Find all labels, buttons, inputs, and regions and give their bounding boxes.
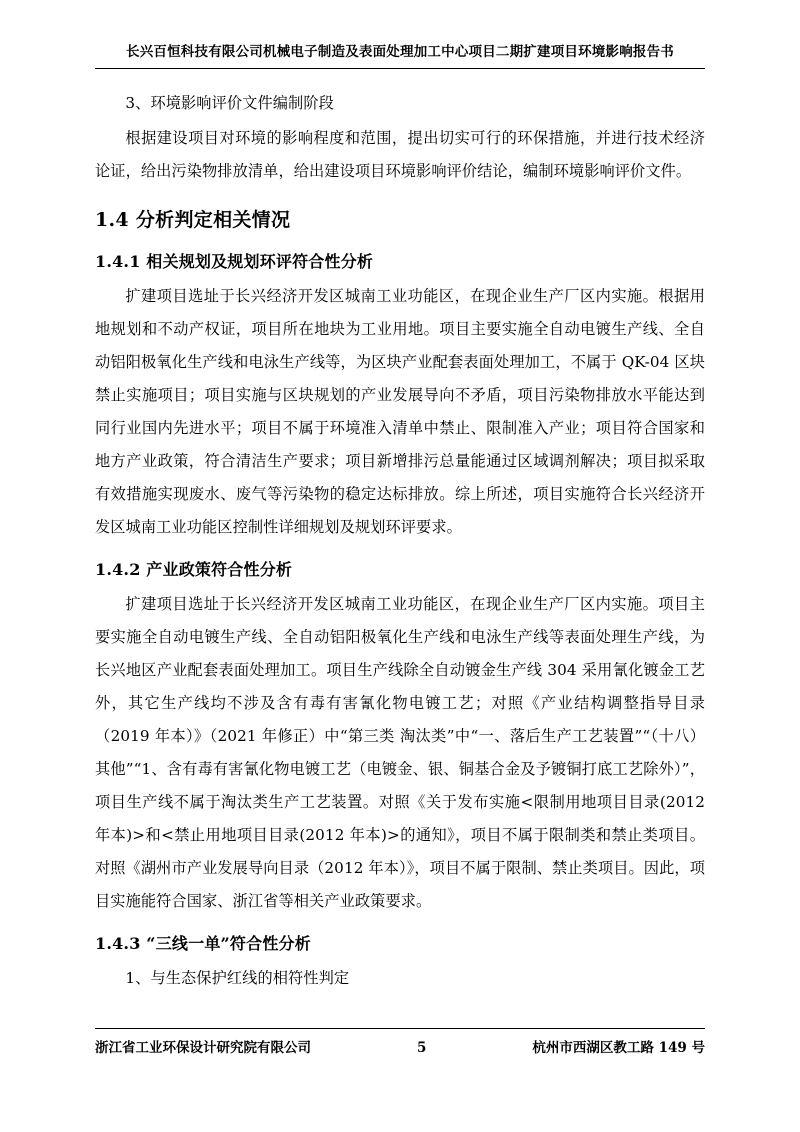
footer-address: 杭州市西湖区教工路 149 号: [532, 1040, 705, 1056]
paragraph-1-4-2: 扩建项目选址于长兴经济开发区城南工业功能区，在现企业生产厂区内实施。项目主要实施全自动电镀生产线、全自动铝阳极氧化生产线和电泳生产线等表面处理生产线，为长兴地区产业配套表面处理加工。项目生产线除全自动镀金生产线 304 采用氰化镀金工艺外，其它生产线均不涉及含有毒有害氰化物电镀工艺；对照《产业结构调整指导目录（2019 年本）》（2021 年修正）中“第三类 淘汰类”中“一、落后生产工艺装置”“（十八）其他”“1、含有毒有害氰化物电镀工艺（电镀金、银、铜基合金及予镀铜打底工艺除外）”，项目生产线不属于淘汰类生产工艺装置。对照《关于发布实施<限制用地项目目录(2012 年本)>和<禁止用地项目目录(2012 年本)>的通知》，项目不属于限制类和禁止类项目。对照《湖州市产业发展导向目录（2012 年本）》，项目不属于限制、禁止类项目。因此，项目实施能符合国家、浙江省等相关产业政策要求。: [95, 595, 705, 910]
paragraph-stage-3: 根据建设项目对环境的影响程度和范围，提出切实可行的环保措施，并进行技术经济论证，给出污染物排放清单，给出建设项目环境影响评价结论，编制环境影响评价文件。: [95, 129, 705, 180]
footer-page-number: 5: [417, 1040, 427, 1056]
document-body: [95, 87, 705, 995]
section-heading-1-4: 1.4 分析判定相关情况: [95, 209, 291, 231]
page-content-area: [95, 40, 705, 997]
paragraph-1-4-3: 1、与生态保护红线的相符性判定: [125, 969, 350, 987]
section-heading-1-4-1: 1.4.1 相关规划及规划环评符合性分析: [95, 252, 374, 271]
footer-company: 浙江省工业环保设计研究院有限公司: [95, 1040, 311, 1056]
document-footer: [95, 1028, 705, 1056]
heading-stage-3: 3、环境影响评价文件编制阶段: [125, 94, 334, 112]
section-heading-1-4-3: 1.4.3 “三线一单”符合性分析: [95, 934, 311, 953]
section-heading-1-4-2: 1.4.2 产业政策符合性分析: [95, 560, 293, 579]
document-header: 长兴百恒科技有限公司机械电子制造及表面处理加工中心项目二期扩建项目环境影响报告书: [95, 40, 705, 69]
paragraph-1-4-1: 扩建项目选址于长兴经济开发区城南工业功能区，在现企业生产厂区内实施。根据用地规划和不动产权证，项目所在地块为工业用地。项目主要实施全自动电镀生产线、全自动铝阳极氧化生产线和电泳生产线等，为区块产业配套表面处理加工，不属于 QK-04 区块禁止实施项目；项目实施与区块规划的产业发展导向不矛盾，项目污染物排放水平能达到同行业国内先进水平；项目不属于环境准入清单中禁止、限制准入产业；项目符合国家和地方产业政策，符合清洁生产要求；项目新增排污总量能通过区域调剂解决；项目拟采取有效措施实现废水、废气等污染物的稳定达标排放。综上所述，项目实施符合长兴经济开发区城南工业功能区控制性详细规划及规划环评要求。: [95, 287, 705, 536]
